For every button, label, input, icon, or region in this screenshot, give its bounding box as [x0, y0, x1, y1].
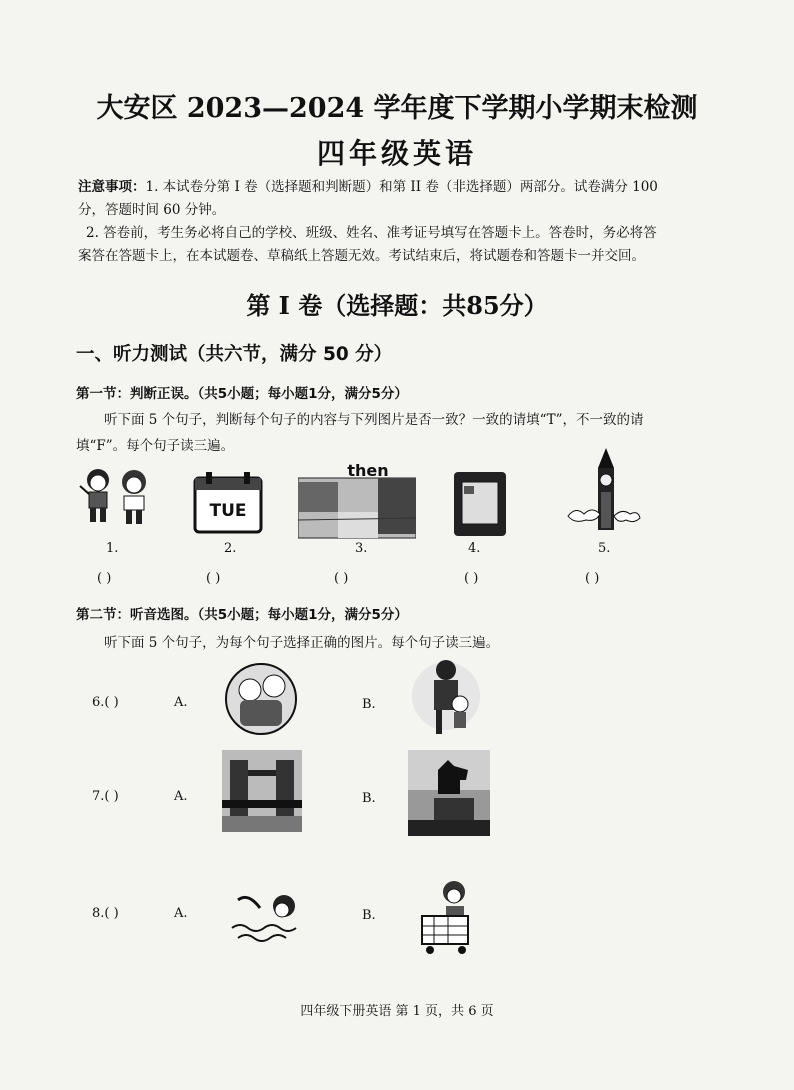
calendar-text: TUE: [209, 501, 247, 521]
section1-instructions: [76, 407, 756, 459]
notes-line-1-text: 1. 本试卷分第 I 卷（选择题和判断题）和第 II 卷（非选择题）两部分。试卷满分 100: [145, 179, 658, 195]
answer-blank-4[interactable]: ( ): [464, 571, 479, 586]
section2-instructions: 听下面 5 个句子，为每个句子选择正确的图片。每个句子读三遍。: [104, 635, 500, 651]
item-number-5: 5.: [598, 541, 611, 556]
swimming-picture: [228, 886, 308, 948]
statue-picture: [408, 750, 490, 836]
question-6-option-b: B.: [362, 697, 376, 712]
hug-picture: [222, 660, 300, 738]
question-7-option-a: A.: [174, 789, 188, 804]
item-number-3: 3.: [355, 541, 368, 556]
big-ben-picture: [566, 446, 642, 532]
kids-picture: [76, 466, 158, 528]
question-6-number[interactable]: 6.( ): [92, 695, 119, 710]
notes-block: [78, 176, 758, 268]
question-7-option-b: B.: [362, 791, 376, 806]
part-title: 一、听力测试（共六节，满分 50 分）: [76, 344, 393, 365]
shopping-picture: [414, 878, 490, 958]
page-footer: 四年级下册英语 第 1 页，共 6 页: [300, 1004, 494, 1019]
book-picture: [448, 468, 512, 540]
street-text: then: [347, 461, 389, 480]
notes-line-3: 2. 答卷前，考生务必将自己的学校、班级、姓名、准考证号填写在答题卡上。答卷时，务必将答: [86, 225, 657, 241]
answer-blank-2[interactable]: ( ): [206, 571, 221, 586]
section1-title: 第一节：判断正误。（共5小题；每小题1分，满分5分）: [76, 386, 408, 402]
mother-child-picture: [408, 656, 488, 740]
volume-title: 第 I 卷（选择题：共85分）: [246, 291, 548, 320]
item-number-1: 1.: [106, 541, 119, 556]
question-8-option-b: B.: [362, 908, 376, 923]
question-8-option-a: A.: [174, 906, 188, 921]
notes-line-4: 案答在答题卡上，在本试题卷、草稿纸上答题无效。考试结束后，将试题卷和答题卡一并交回。: [78, 248, 645, 264]
section1-instr-line1: 听下面 5 个句子，判断每个句子的内容与下列图片是否一致？一致的请填“T”，不一致的请: [104, 412, 644, 428]
question-8-number[interactable]: 8.( ): [92, 906, 119, 921]
section1-instr-line2: 填“F”。每个句子读三遍。: [76, 438, 235, 454]
tower-bridge-picture: [222, 750, 302, 832]
answer-blank-3[interactable]: ( ): [334, 571, 349, 586]
answer-blank-5[interactable]: ( ): [585, 571, 600, 586]
notes-label: 注意事项：: [78, 179, 146, 195]
notes-line-2: 分，答题时间 60 分钟。: [78, 202, 226, 218]
notes-line-1: [78, 176, 758, 199]
question-7-number[interactable]: 7.( ): [92, 789, 119, 804]
item-number-4: 4.: [468, 541, 481, 556]
answer-blank-1[interactable]: ( ): [97, 571, 112, 586]
old-street-picture: [298, 460, 416, 540]
section2-title: 第二节：听音选图。（共5小题；每小题1分，满分5分）: [76, 607, 408, 623]
calendar-tue-picture: [192, 470, 264, 536]
exam-title: 大安区 2023—2024 学年度下学期小学期末检测: [96, 93, 698, 124]
item-number-2: 2.: [224, 541, 237, 556]
exam-subtitle: 四年级英语: [316, 137, 477, 170]
question-6-option-a: A.: [174, 695, 188, 710]
